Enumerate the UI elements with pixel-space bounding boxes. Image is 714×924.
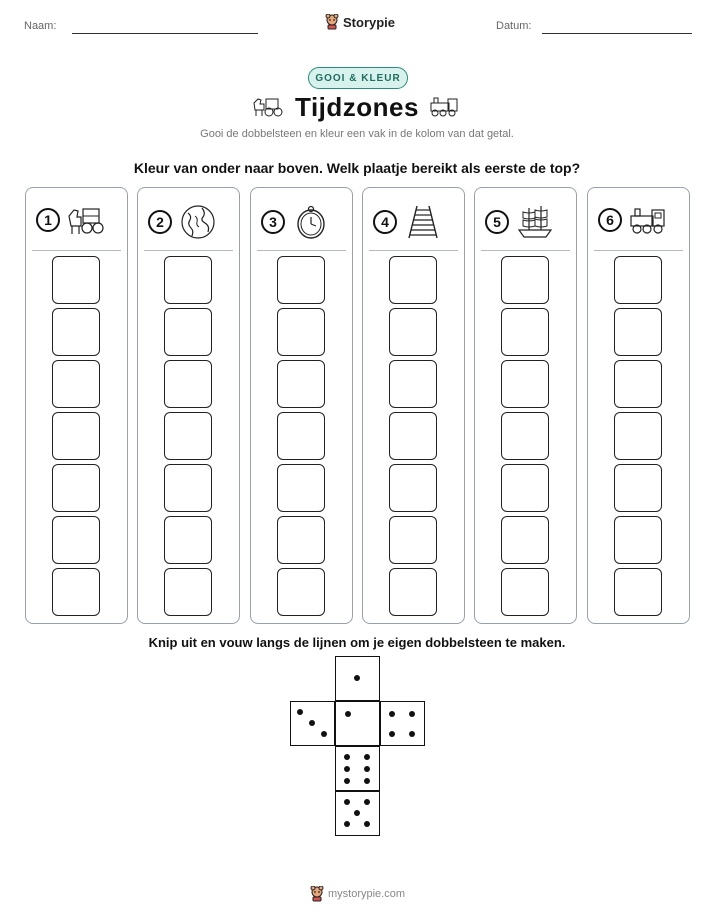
dice-pip bbox=[364, 754, 370, 760]
color-cell[interactable] bbox=[164, 568, 212, 616]
dice-face-bottom bbox=[335, 791, 380, 836]
dice-pip bbox=[364, 766, 370, 772]
color-cell[interactable] bbox=[164, 412, 212, 460]
color-cell[interactable] bbox=[614, 412, 662, 460]
color-cell[interactable] bbox=[277, 412, 325, 460]
dice-face-center bbox=[335, 701, 380, 746]
dice-pip bbox=[389, 711, 395, 717]
color-cell[interactable] bbox=[164, 360, 212, 408]
color-cell[interactable] bbox=[52, 360, 100, 408]
color-cell[interactable] bbox=[389, 256, 437, 304]
dice-pip bbox=[354, 810, 360, 816]
race-column-4 bbox=[362, 187, 465, 624]
color-cell[interactable] bbox=[164, 308, 212, 356]
color-cell[interactable] bbox=[52, 308, 100, 356]
color-cell[interactable] bbox=[614, 568, 662, 616]
column-number: 6 bbox=[598, 208, 622, 232]
column-header bbox=[373, 204, 443, 240]
column-header bbox=[485, 204, 555, 240]
dice-pip bbox=[344, 754, 350, 760]
color-cell[interactable] bbox=[501, 516, 549, 564]
column-number: 1 bbox=[36, 208, 60, 232]
color-cell[interactable] bbox=[614, 516, 662, 564]
dice-pip bbox=[345, 711, 351, 717]
color-cell[interactable] bbox=[501, 256, 549, 304]
color-cell[interactable] bbox=[389, 568, 437, 616]
color-cell[interactable] bbox=[164, 516, 212, 564]
dice-pip bbox=[297, 709, 303, 715]
column-divider bbox=[257, 250, 346, 251]
storypie-mascot-icon bbox=[310, 886, 324, 902]
color-cell[interactable] bbox=[389, 516, 437, 564]
color-cell[interactable] bbox=[389, 308, 437, 356]
column-divider bbox=[481, 250, 570, 251]
dice-pip bbox=[321, 731, 327, 737]
railroad-track-icon bbox=[403, 204, 443, 240]
color-cell[interactable] bbox=[164, 256, 212, 304]
brand-logo bbox=[325, 14, 395, 30]
race-column-2 bbox=[137, 187, 240, 624]
color-cell[interactable] bbox=[52, 464, 100, 512]
dice-face-right bbox=[380, 701, 425, 746]
dice-pip bbox=[409, 711, 415, 717]
dice-pip bbox=[344, 821, 350, 827]
dice-pip bbox=[389, 731, 395, 737]
dice-pip bbox=[409, 731, 415, 737]
column-header bbox=[598, 204, 668, 236]
color-cell[interactable] bbox=[501, 412, 549, 460]
color-cell[interactable] bbox=[52, 412, 100, 460]
color-cell[interactable] bbox=[614, 464, 662, 512]
pocket-watch-icon bbox=[291, 204, 331, 240]
footer bbox=[310, 886, 405, 902]
date-label: Datum: bbox=[496, 20, 532, 32]
color-cell[interactable] bbox=[277, 568, 325, 616]
name-label: Naam: bbox=[24, 20, 57, 32]
color-cell[interactable] bbox=[52, 568, 100, 616]
date-line[interactable] bbox=[542, 33, 692, 34]
race-column-1 bbox=[25, 187, 128, 624]
column-header bbox=[148, 204, 218, 240]
color-cell[interactable] bbox=[501, 360, 549, 408]
color-cell[interactable] bbox=[614, 360, 662, 408]
color-cell[interactable] bbox=[52, 256, 100, 304]
color-cell[interactable] bbox=[277, 516, 325, 564]
storypie-mascot-icon bbox=[325, 14, 339, 30]
color-cell[interactable] bbox=[389, 412, 437, 460]
dice-pip bbox=[344, 766, 350, 772]
race-column-6 bbox=[587, 187, 690, 624]
steam-train-icon bbox=[628, 204, 668, 236]
dice-pip bbox=[364, 821, 370, 827]
column-number: 2 bbox=[148, 210, 172, 234]
column-divider bbox=[369, 250, 458, 251]
color-cell[interactable] bbox=[52, 516, 100, 564]
column-divider bbox=[594, 250, 683, 251]
color-cell[interactable] bbox=[277, 464, 325, 512]
color-cell[interactable] bbox=[501, 308, 549, 356]
dice-face-left bbox=[290, 701, 335, 746]
color-cell[interactable] bbox=[277, 308, 325, 356]
subtitle: Gooi de dobbelsteen en kleur een vak in de kolom van dat getal. bbox=[200, 128, 514, 140]
dice-instruction: Knip uit en vouw langs de lijnen om je eigen dobbelsteen te maken. bbox=[148, 635, 566, 650]
color-cell[interactable] bbox=[389, 464, 437, 512]
dice-face-lower bbox=[335, 746, 380, 791]
brand-name: Storypie bbox=[343, 14, 396, 30]
column-divider bbox=[144, 250, 233, 251]
color-cell[interactable] bbox=[614, 308, 662, 356]
color-cell[interactable] bbox=[277, 256, 325, 304]
sailing-ship-icon bbox=[515, 204, 555, 240]
horse-carriage-icon bbox=[66, 204, 106, 236]
page-title: Tijdzones bbox=[295, 92, 419, 122]
dice-pip bbox=[309, 720, 315, 726]
dice-face-top bbox=[335, 656, 380, 701]
race-column-3 bbox=[250, 187, 353, 624]
footer-url[interactable]: mystorypie.com bbox=[328, 888, 406, 900]
dice-pip bbox=[344, 799, 350, 805]
dice-pip bbox=[364, 778, 370, 784]
race-column-5 bbox=[474, 187, 577, 624]
dice-pip bbox=[364, 799, 370, 805]
column-number: 4 bbox=[373, 210, 397, 234]
column-divider bbox=[32, 250, 121, 251]
activity-badge: GOOI & KLEUR bbox=[308, 67, 408, 89]
column-header bbox=[261, 204, 331, 240]
dice-pip bbox=[354, 675, 360, 681]
color-cell[interactable] bbox=[277, 360, 325, 408]
steam-train-icon bbox=[428, 95, 460, 117]
dice-pip bbox=[344, 778, 350, 784]
color-cell[interactable] bbox=[501, 464, 549, 512]
column-number: 5 bbox=[485, 210, 509, 234]
color-cell[interactable] bbox=[614, 256, 662, 304]
column-header bbox=[36, 204, 106, 236]
color-cell[interactable] bbox=[164, 464, 212, 512]
column-number: 3 bbox=[261, 210, 285, 234]
color-cell[interactable] bbox=[389, 360, 437, 408]
name-line[interactable] bbox=[72, 33, 258, 34]
coloring-instruction: Kleur van onder naar boven. Welk plaatje bereikt als eerste de top? bbox=[133, 160, 581, 176]
color-cell[interactable] bbox=[501, 568, 549, 616]
globe-icon bbox=[178, 204, 218, 240]
